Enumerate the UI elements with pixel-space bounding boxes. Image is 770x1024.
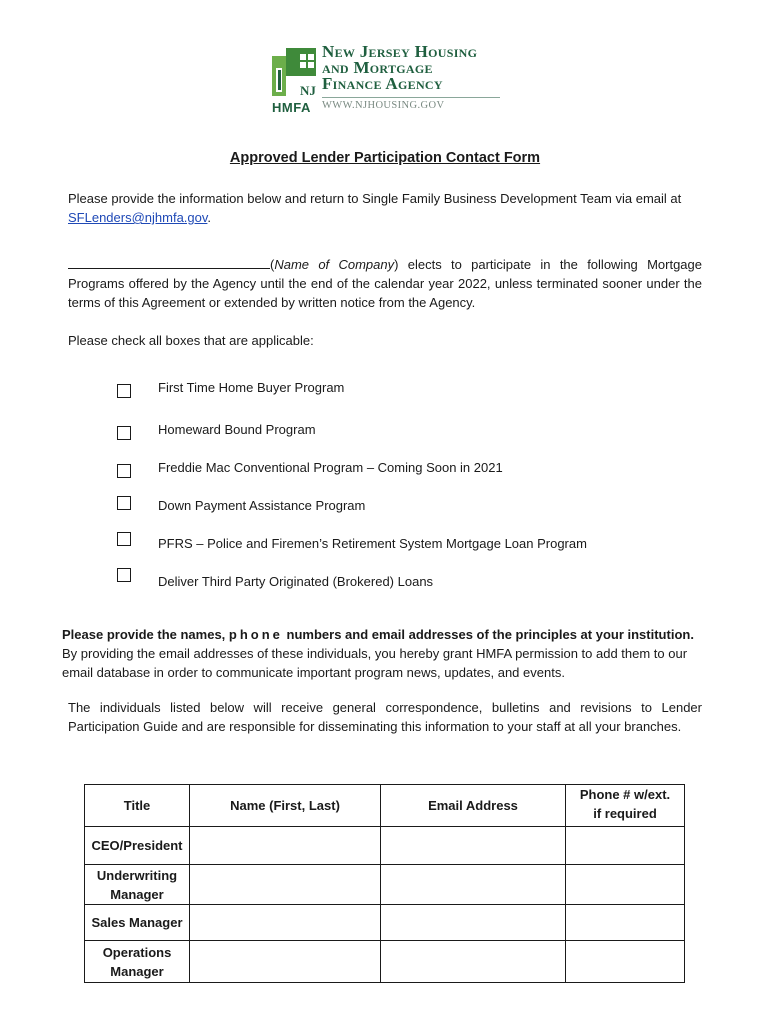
logo-state: NJ — [300, 83, 316, 98]
principals-bold-phone: phone — [228, 627, 283, 642]
row-email-cell[interactable] — [381, 905, 566, 941]
program-option — [116, 496, 716, 516]
email-link[interactable]: SFLenders@njhmfa.gov — [68, 210, 208, 225]
check-instruction: Please check all boxes that are applicable: — [68, 333, 314, 348]
header-title: Title — [85, 785, 190, 827]
program-checkbox[interactable] — [117, 464, 131, 478]
header-phone-line2: if required — [593, 806, 657, 821]
company-label: Name of Company — [274, 257, 395, 272]
program-label: First Time Home Buyer Program — [158, 380, 345, 395]
logo-abbreviation: HMFA — [272, 100, 311, 115]
logo-line: New Jersey Housing — [322, 42, 478, 61]
program-checkbox[interactable] — [117, 568, 131, 582]
paren-open: ( — [270, 257, 275, 272]
row-title-line2: Manager — [110, 886, 164, 902]
agency-logo — [270, 44, 510, 116]
program-label: Freddie Mac Conventional Program – Coming Soon in 2021 — [158, 460, 503, 475]
program-option — [116, 378, 716, 398]
table-row — [85, 941, 685, 983]
row-title — [85, 865, 190, 905]
table-row — [85, 827, 685, 865]
row-title: CEO/President — [85, 827, 190, 865]
principals-heading — [62, 627, 694, 642]
contacts-table — [84, 784, 685, 983]
row-title-line1: Operations — [102, 944, 172, 960]
logo-url: WWW.NJHOUSING.GOV — [322, 100, 445, 111]
row-name-cell[interactable] — [190, 905, 381, 941]
row-title — [85, 941, 190, 983]
program-label: Homeward Bound Program — [158, 422, 316, 437]
logo-divider — [322, 97, 500, 98]
header-name: Name (First, Last) — [190, 785, 381, 827]
principals-bold-a: Please provide the names, — [62, 627, 229, 642]
header-phone — [566, 785, 685, 827]
program-option — [116, 572, 716, 592]
row-email-cell[interactable] — [381, 941, 566, 983]
header-email: Email Address — [381, 785, 566, 827]
table-row — [85, 905, 685, 941]
program-label: Deliver Third Party Originated (Brokered) Loans — [158, 574, 434, 589]
program-checkbox[interactable] — [117, 496, 131, 510]
row-name-cell[interactable] — [190, 827, 381, 865]
header-phone-line1: Phone # w/ext. — [579, 787, 671, 802]
row-title-line1: Underwriting — [96, 867, 178, 883]
program-checkbox[interactable] — [117, 384, 131, 398]
program-option — [116, 420, 716, 440]
logo-wordmark — [322, 44, 477, 92]
intro-paragraph — [68, 189, 702, 227]
program-option — [116, 458, 716, 478]
row-name-cell[interactable] — [190, 865, 381, 905]
election-paragraph — [68, 255, 702, 312]
principals-text: By providing the email addresses of these individuals, you hereby grant HMFA permission to add them to our email database in order to communicate important program news, updates, and events. — [62, 646, 688, 680]
row-phone-cell[interactable] — [566, 827, 685, 865]
program-option — [116, 534, 716, 554]
principals-bold-b: numbers and email addresses of the principles at your institution. — [282, 627, 694, 642]
form-title: Approved Lender Participation Contact Form — [229, 150, 541, 166]
election-text: ) elects to participate in the following Mortgage Programs offered by the Agency until the end of the calendar year 2022, unless terminated sooner under the terms of this Agreement or extended by written notice from the Agency. — [68, 257, 702, 310]
logo-line: and Mortgage — [322, 58, 433, 77]
company-name-field[interactable] — [68, 256, 270, 269]
row-title: Sales Manager — [85, 905, 190, 941]
logo-line: Finance Agency — [322, 74, 443, 93]
program-checkbox[interactable] — [117, 426, 131, 440]
row-title-line2: Manager — [110, 963, 164, 979]
row-phone-cell[interactable] — [566, 941, 685, 983]
principals-paragraph — [62, 625, 712, 682]
program-label: Down Payment Assistance Program — [158, 498, 366, 513]
table-row — [85, 865, 685, 905]
row-phone-cell[interactable] — [566, 865, 685, 905]
program-checkbox[interactable] — [117, 532, 131, 546]
row-name-cell[interactable] — [190, 941, 381, 983]
row-email-cell[interactable] — [381, 827, 566, 865]
intro-end: . — [207, 210, 212, 225]
table-header-row — [85, 785, 685, 827]
program-label: PFRS – Police and Firemen’s Retirement System Mortgage Loan Program — [158, 536, 587, 551]
intro-text: Please provide the information below and return to Single Family Business Development Team via email at — [68, 191, 682, 206]
row-email-cell[interactable] — [381, 865, 566, 905]
row-phone-cell[interactable] — [566, 905, 685, 941]
distribution-paragraph: The individuals listed below will receive general correspondence, bulletins and revisions to Lender Participation Guide and are responsible for disseminating this information to your staff at all your branches. — [68, 700, 702, 734]
